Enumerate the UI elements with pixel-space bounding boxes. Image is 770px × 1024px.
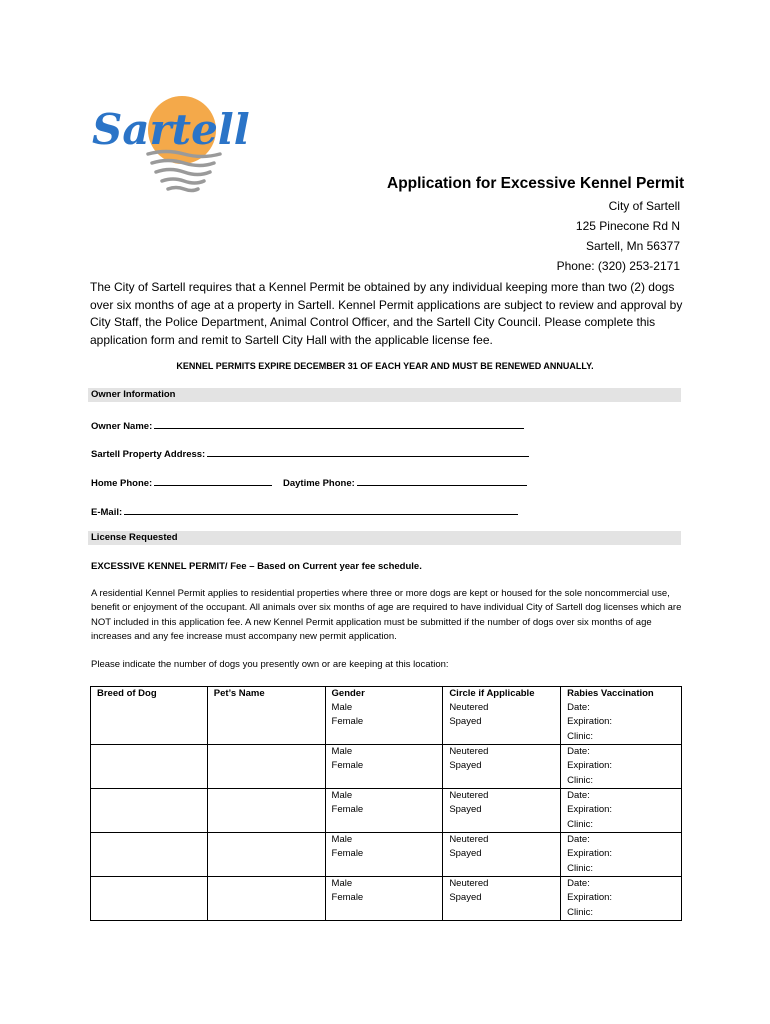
property-address-label: Sartell Property Address:	[91, 449, 206, 460]
rabies-date: Date:	[567, 878, 590, 889]
gender-male[interactable]: Male	[331, 790, 353, 801]
gender-female[interactable]: Female	[331, 716, 364, 728]
owner-name-field[interactable]	[91, 418, 524, 432]
kennel-permit-paragraph: A residential Kennel Permit applies to residential properties where three or more dogs are kept or housed for the sole noncommercial use, benefit or enjoyment of the occupant. All animals over six months of age are required to have individual City of Sartell dog licenses which are NOT included in this application fee. A new Kennel Permit application must be submitted if the number of dogs over six months of age increases and any fee increase must accompany new permit application.	[91, 588, 682, 642]
owner-name-label: Owner Name:	[91, 421, 153, 432]
rabies-clinic: Clinic:	[567, 730, 594, 742]
home-phone-label: Home Phone:	[91, 478, 153, 489]
sartell-logo	[86, 86, 252, 198]
table-header-row	[91, 687, 682, 702]
dogs-table	[90, 686, 682, 921]
table-row	[91, 745, 682, 789]
header-breed: Breed of Dog	[91, 687, 208, 702]
table-row	[91, 877, 682, 921]
rabies-clinic: Clinic:	[567, 818, 594, 830]
gender-female[interactable]: Female	[331, 848, 364, 860]
status-neutered[interactable]: Neutered	[449, 834, 489, 845]
status-cell[interactable]	[443, 745, 561, 789]
daytime-phone-line[interactable]	[357, 475, 527, 486]
rabies-cell[interactable]	[561, 789, 682, 833]
status-spayed[interactable]: Spayed	[449, 892, 482, 904]
header-gender: Gender	[325, 687, 443, 702]
address-line: 125 Pinecone Rd N	[575, 219, 680, 233]
breed-cell[interactable]	[91, 745, 208, 789]
rabies-expiration: Expiration:	[567, 760, 613, 772]
rabies-date: Date:	[567, 746, 590, 757]
rabies-date: Date:	[567, 790, 590, 801]
gender-cell[interactable]	[325, 833, 443, 877]
pet-name-cell[interactable]	[207, 745, 325, 789]
address-phone: Phone: (320) 253-2171	[556, 259, 680, 273]
daytime-phone-label: Daytime Phone:	[283, 478, 355, 489]
indicate-dogs-text: Please indicate the number of dogs you presently own or are keeping at this location:	[91, 659, 449, 670]
license-requested-heading: License Requested	[88, 531, 681, 545]
page-title: Application for Excessive Kennel Permit	[387, 175, 685, 192]
breed-cell[interactable]	[91, 789, 208, 833]
table-row	[91, 833, 682, 877]
status-spayed[interactable]: Spayed	[449, 848, 482, 860]
status-cell[interactable]	[443, 833, 561, 877]
rabies-expiration: Expiration:	[567, 892, 613, 904]
pet-name-cell[interactable]	[207, 877, 325, 921]
gender-female[interactable]: Female	[331, 892, 364, 904]
rabies-clinic: Clinic:	[567, 906, 594, 918]
breed-cell[interactable]	[91, 877, 208, 921]
owner-information-heading: Owner Information	[88, 388, 681, 402]
property-address-line[interactable]	[207, 446, 529, 457]
rabies-expiration: Expiration:	[567, 848, 613, 860]
email-line[interactable]	[124, 504, 518, 515]
email-label: E-Mail:	[91, 507, 123, 518]
intro-paragraph: The City of Sartell requires that a Kennel Permit be obtained by any individual keeping more than two (2) dogs over six months of age at a property in Sartell. Kennel Permit applications are subject to review and approval by City Staff, the Police Department, Animal Control Officer, and the Sartell City Council. Please complete this application form and remit to Sartell City Hall with the applicable license fee.	[90, 280, 683, 347]
gender-male[interactable]: Male	[331, 746, 353, 757]
rabies-clinic: Clinic:	[567, 862, 594, 874]
gender-cell[interactable]	[325, 877, 443, 921]
pet-name-cell[interactable]	[207, 701, 325, 745]
gender-cell[interactable]	[325, 701, 443, 745]
rabies-cell[interactable]	[561, 833, 682, 877]
address-line: City of Sartell	[608, 199, 680, 213]
status-cell[interactable]	[443, 701, 561, 745]
expiration-notice: KENNEL PERMITS EXPIRE DECEMBER 31 OF EACH YEAR AND MUST BE RENEWED ANNUALLY.	[176, 361, 594, 371]
rabies-expiration: Expiration:	[567, 804, 613, 816]
city-address	[557, 196, 680, 276]
table-row	[91, 701, 682, 745]
gender-female[interactable]: Female	[331, 804, 364, 816]
gender-male[interactable]: Male	[331, 878, 353, 889]
email-field[interactable]	[91, 504, 518, 518]
rabies-cell[interactable]	[561, 701, 682, 745]
status-spayed[interactable]: Spayed	[449, 804, 482, 816]
address-line: Sartell, Mn 56377	[585, 239, 680, 253]
rabies-cell[interactable]	[561, 877, 682, 921]
home-phone-line[interactable]	[154, 475, 272, 486]
gender-male[interactable]: Male	[331, 702, 353, 713]
status-neutered[interactable]: Neutered	[449, 790, 489, 801]
status-cell[interactable]	[443, 789, 561, 833]
gender-cell[interactable]	[325, 789, 443, 833]
home-phone-field[interactable]	[91, 475, 272, 489]
status-cell[interactable]	[443, 877, 561, 921]
pet-name-cell[interactable]	[207, 833, 325, 877]
daytime-phone-field[interactable]	[283, 475, 527, 489]
status-spayed[interactable]: Spayed	[449, 716, 482, 728]
property-address-field[interactable]	[91, 446, 529, 460]
rabies-clinic: Clinic:	[567, 774, 594, 786]
fee-title: EXCESSIVE KENNEL PERMIT/ Fee – Based on Current year fee schedule.	[91, 561, 422, 572]
owner-name-line[interactable]	[154, 418, 524, 429]
breed-cell[interactable]	[91, 701, 208, 745]
header-circle: Circle if Applicable	[443, 687, 561, 702]
rabies-date: Date:	[567, 834, 590, 845]
header-rabies: Rabies Vaccination	[561, 687, 682, 702]
status-neutered[interactable]: Neutered	[449, 746, 489, 757]
rabies-cell[interactable]	[561, 745, 682, 789]
logo-wordmark: Sartell	[92, 105, 250, 154]
pet-name-cell[interactable]	[207, 789, 325, 833]
status-neutered[interactable]: Neutered	[449, 702, 489, 713]
table-row	[91, 789, 682, 833]
rabies-date: Date:	[567, 702, 590, 713]
breed-cell[interactable]	[91, 833, 208, 877]
gender-cell[interactable]	[325, 745, 443, 789]
status-neutered[interactable]: Neutered	[449, 878, 489, 889]
gender-male[interactable]: Male	[331, 834, 353, 845]
rabies-expiration: Expiration:	[567, 716, 613, 728]
header-pet-name: Pet’s Name	[207, 687, 325, 702]
gender-female[interactable]: Female	[331, 760, 364, 772]
status-spayed[interactable]: Spayed	[449, 760, 482, 772]
